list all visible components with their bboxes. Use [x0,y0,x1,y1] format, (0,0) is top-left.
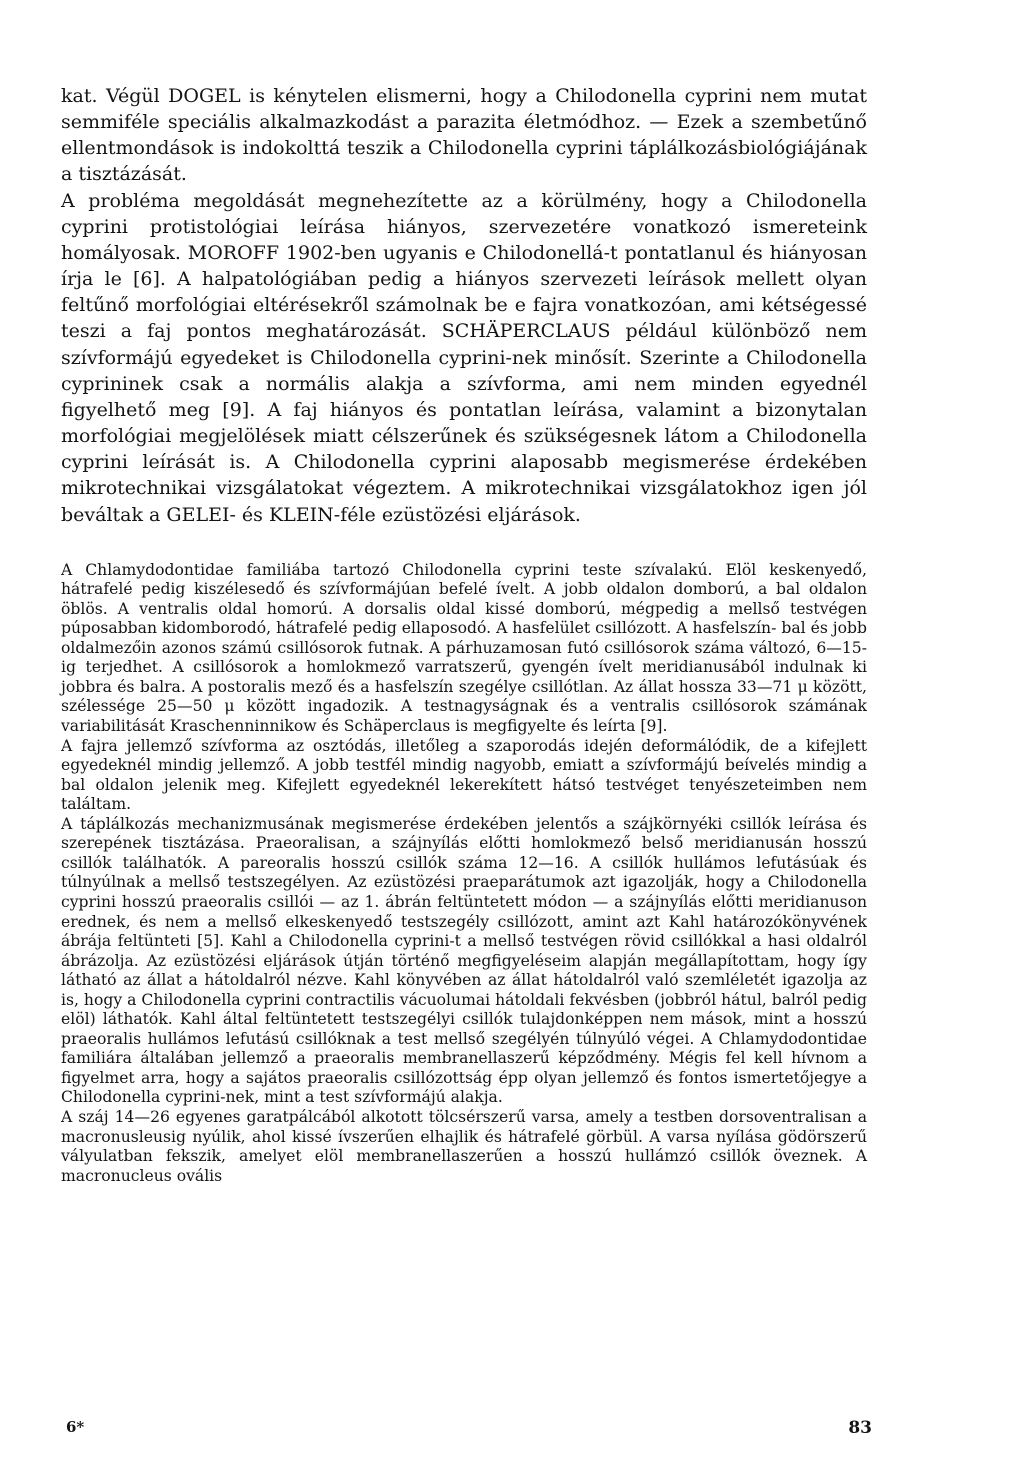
signature-mark: 6* [66,1418,85,1436]
small-text-block [61,561,867,1187]
page-number: 83 [848,1418,872,1438]
paragraph-description: A Chlamydodontidae familiába tartozó Chilodonella cyprini teste szívalakú. Elöl keskenyedő, hátrafelé pedig kiszélesedő és szívformájúan befelé ívelt. A jobb oldalon domború, a bal oldalon öblös. A ventralis oldal homorú. A dorsalis oldal kissé domború, mégpedig a mellső testvégen púposabban kidomborodó, hátrafelé pedig ellaposodó. A hasfelület csillózott. A hasfelszín- bal és jobb oldalmezőin azonos számú csillósorok futnak. A párhuzamosan futó csillósorok száma változó, 6—15-ig terjedhet. A csillósorok a homlokmező varratszerű, gyengén ívelt meridianusából indulnak ki jobbra és balra. A postoralis mező és a hasfelszín szegélye csillótlan. Az állat hossza 33—71 μ között, szélessége 25—50 μ között ingadozik. A testnagyságnak és a ventralis csillósorok számának variabilitását Kraschenninnikow és Schäperclaus is megfigyelte és leírta [9]. [61,560,867,736]
paragraph-problem: A probléma megoldását megnehezítette az a körülmény, hogy a Chilodonella cyprini protistológiai leírása hiányos, szervezetére vonatkozó ismereteink homályosak. MOROFF 1902-ben ugyanis e Chilodonellá-t pontatlanul és hiányosan írja le [6]. A halpatológiában pedig a hiányos szervezeti leírások mellett olyan feltűnő morfológiai eltérésekről számolnak be e fajra vonatkozóan, ami kétségessé teszi a faj pontos meghatározását. SCHÄPERCLAUS például különböző nem szívformájú egyedeket is Chilodonella cyprini-nek minősít. Szerinte a Chilodonella cyprininek csak a normális alakja a szívforma, ami nem minden egyednél figyelhető meg [9]. A faj hiányos és pontatlan leírása, valamint a bizonytalan morfológiai megjelölések miatt célszerűnek és szükségesnek látom a Chilodonella cyprini leírását is. A Chilodonella cyprini alaposabb megismerése érdekében mikrotechnikai vizsgálatokat végeztem. A mikrotechnikai vizsgálatokhoz igen jól beváltak a GELEI- és KLEIN-féle ezüstözési eljárások. [61,189,867,526]
paragraph-shape: A fajra jellemző szívforma az osztódás, illetőleg a szaporodás idején deformálódik, de a kifejlett egyedeknél mindig jellemző. A jobb testfél mindig nagyobb, emiatt a szívformájú beívelés mindig a bal oldalon jelenik meg. Kifejlett egyedeknél lekerekített hátsó testvéget tenyészeteimben nem találtam. [61,736,867,814]
paragraph-mouth: A száj 14—26 egyenes garatpálcából alkotott tölcsérszerű varsa, amely a testben dorsoventralisan a macronusleusig nyúlik, ahol kissé ívszerűen elhajlik és hátrafelé görbül. A varsa nyílása gödörszerű vályulatban fekszik, amelyet elöl membranellaszerűen a hosszú hullámzó csillók öveznek. A macronucleus ovális [61,1107,867,1185]
document-page [61,83,867,1186]
paragraph-feeding: A táplálkozás mechanizmusának megismerése érdekében jelentős a szájkörnyéki csillók leírása és szerepének tisztázása. Praeoralisan, a szájnyílás előtti homlokmező belső meridianusán hosszú csillók találhatók. A pareoralis hosszú csillók száma 12—16. A csillók hullámos lefutásúak és túlnyúlnak a mellső testszegélyen. Az ezüstözési praeparátumok azt igazolják, hogy a Chilodonella cyprini hosszú praeoralis csillói — az 1. ábrán feltüntetett módon — a szájnyílás előtti meridianuson erednek, és nem a mellső elkeskenyedő testszegély csillózott, amint azt Kahl határozókönyvének ábrája feltünteti [5]. Kahl a Chilodonella cyprini-t a mellső testvégen rövid csillókkal a hasi oldalról ábrázolja. Az ezüstözési eljárások útján történő megfigyeléseim alapján megállapítottam, hogy így látható az állat a hátoldalról nézve. Kahl könyvében az állat hátoldalról való szemléletét igazolja az is, hogy a Chilodonella cyprini contractilis vácuolumai hátoldali fekvésben (jobbról hátul, balról pedig elöl) láthatók. Kahl által feltüntetett testszegélyi csillók tulajdonképpen nem mások, mint a hosszú praeoralis hullámos lefutású csillóknak a test mellső szegélyén túlnyúló végei. A Chlamydodontidae familiára általában jellemző a praeoralis membranellaszerű képződmény. Mégis fel kell hívnom a figyelmet arra, hogy a sajátos praeoralis csillózottság épp olyan jellemző és fontos ismertetőjegye a Chilodonella cyprini-nek, mint a test szívformájú alakja. [61,814,867,1107]
main-text-block [61,83,867,528]
paragraph-intro: kat. Végül DOGEL is kénytelen elismerni, hogy a Chilodonella cyprini nem mutat semmiféle speciális alkalmazkodást a parazita életmódhoz. — Ezek a szembetűnő ellentmondások is indokolttá teszik a Chilodonella cyprini táplálkozásbiológiájának a tisztázását. [61,85,867,186]
